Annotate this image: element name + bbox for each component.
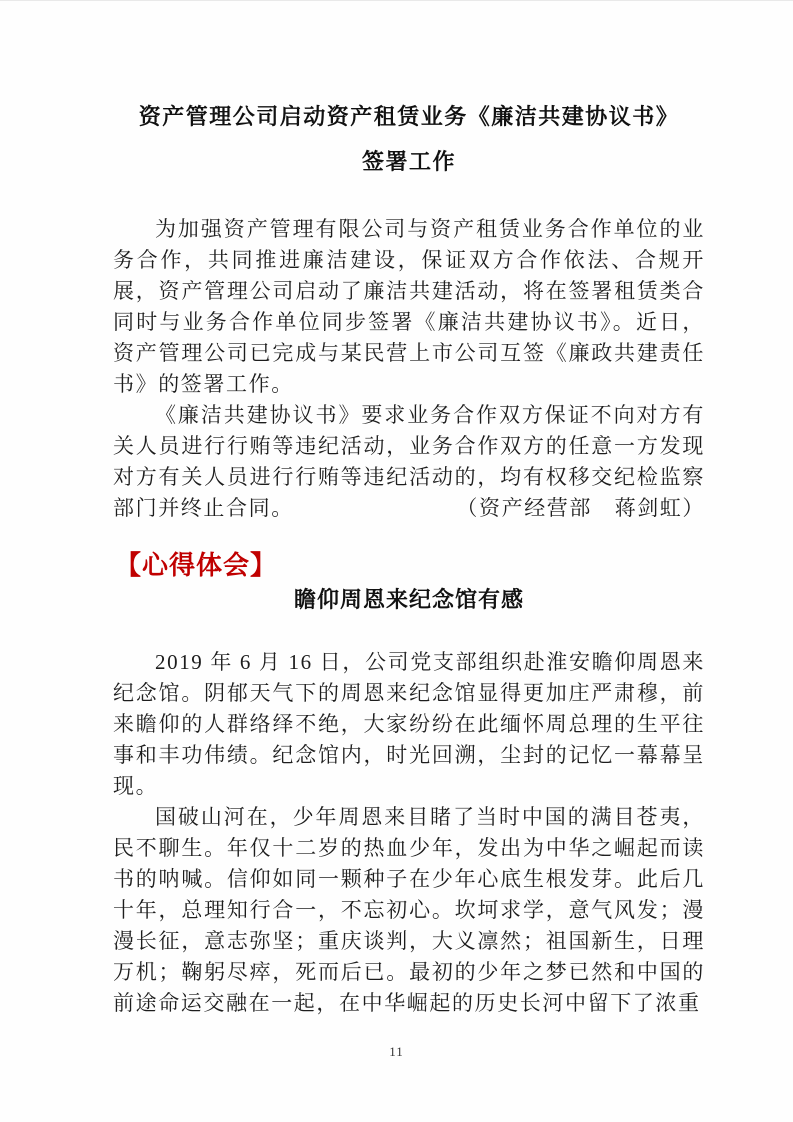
article1-attribution: （资产经营部 蒋剑虹） <box>456 496 705 520</box>
essay-title: 瞻仰周恩来纪念馆有感 <box>293 587 524 612</box>
page-content <box>113 1 705 1019</box>
page-number: 11 <box>389 1044 404 1059</box>
article-title-line-1: 资产管理公司启动资产租赁业务《廉洁共建协议书》 <box>138 104 680 129</box>
section-header-reflections: 【心得体会】 <box>115 551 278 580</box>
article-title-line-2: 签署工作 <box>361 149 456 174</box>
essay-paragraph-1: 2019 年 6 月 16 日，公司党支部组织赴淮安瞻仰周恩来纪念馆。阴郁天气下的周恩来纪念馆显得更加庄严肃穆，前来瞻仰的人群络绎不绝，大家纷纷在此缅怀周总理的生平往事和丰功伟绩。纪念馆内，时光回溯，尘封的记忆一幕幕呈现。 <box>113 650 705 798</box>
essay-paragraph-2: 国破山河在，少年周恩来目睹了当时中国的满目苍夷，民不聊生。年仅十二岁的热血少年，发出为中华之崛起而读书的呐喊。信仰如同一颗种子在少年心底生根发芽。此后几十年，总理知行合一，不忘初心。坎坷求学，意气风发；漫漫长征，意志弥坚；重庆谈判，大义凛然；祖国新生，日理万机；鞠躬尽瘁，死而后已。最初的少年之梦已然和中国的前途命运交融在一起，在中华崛起的历史长河中留下了浓重 <box>113 805 705 1015</box>
article1-paragraph-1: 为加强资产管理有限公司与资产租赁业务合作单位的业务合作，共同推进廉洁建设，保证双方合作依法、合规开展，资产管理公司启动了廉洁共建活动，将在签署租赁类合同时与业务合作单位同步签署《廉洁共建协议书》。近日，资产管理公司已完成与某民营上市公司互签《廉政共建责任书》的签署工作。 <box>113 217 705 396</box>
article-title <box>113 94 705 184</box>
article1-paragraph-2: 《廉洁共建协议书》要求业务合作双方保证不向对方有关人员进行行贿等违纪活动，业务合作双方的任意一方发现对方有关人员进行行贿等违纪活动的，均有权移交纪检监察部门并终止合同。 <box>113 403 705 520</box>
